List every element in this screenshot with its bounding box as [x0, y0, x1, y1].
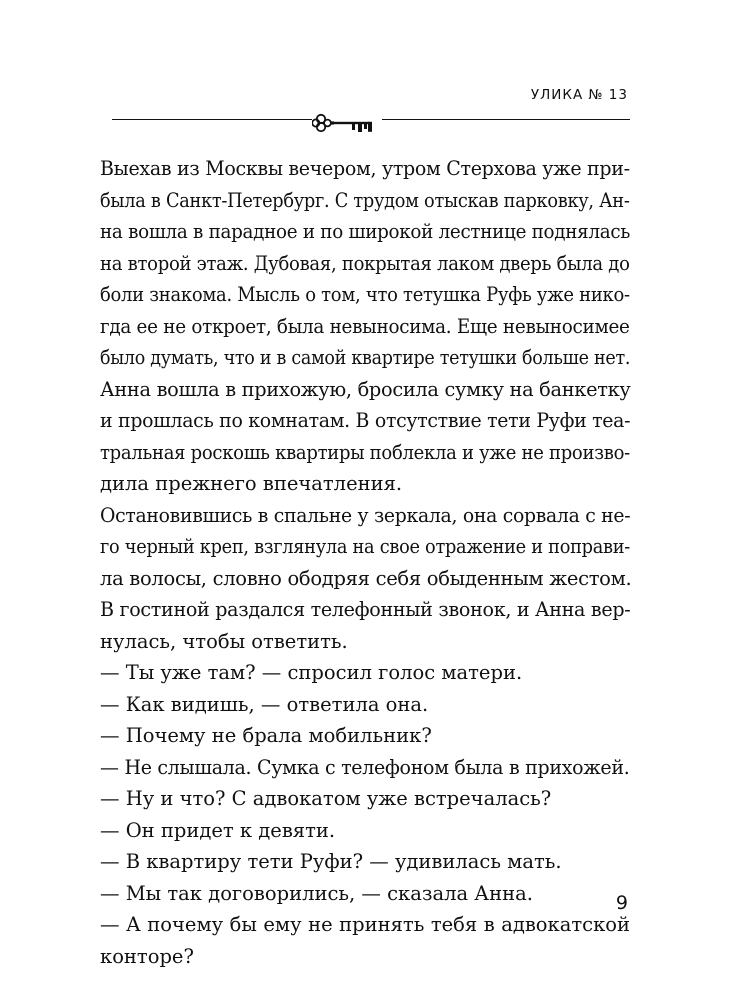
- running-header: УЛИКА № 13: [530, 87, 628, 103]
- text-line: на вошла в парадное и по широкой лестнице поднялась: [100, 220, 631, 243]
- text-line: — Не слышала. Сумка с телефоном была в прихожей.: [100, 755, 630, 779]
- text-line: боли знакома. Мысль о том, что тетушка Руфь уже нико-: [100, 283, 630, 306]
- text-line: тральная роскошь квартиры поблекла и уже не произво-: [100, 440, 630, 464]
- text-line: Остановившись в спальне у зеркала, она сорвала с не-: [100, 503, 631, 527]
- header-rule-right: [382, 119, 630, 120]
- text-line: дила прежнего впечатления.: [100, 472, 403, 495]
- text-line: было думать, что и в самой квартире тетушки больше нет.: [100, 346, 631, 369]
- text-line: и прошлась по комнатам. В отсутствие тети Руфи теа-: [100, 409, 631, 432]
- header-rule-left: [112, 119, 312, 120]
- text-line: В гостиной раздался телефонный звонок, и Анна вер-: [100, 598, 631, 621]
- text-line: гда ее не откроет, была невыносима. Еще невыносимее: [100, 314, 630, 338]
- text-line: — Ты уже там? — спросил голос матери.: [100, 661, 523, 684]
- text-line: конторе?: [100, 944, 194, 968]
- text-line: — Он придет к девяти.: [100, 818, 336, 842]
- text-line: — А почему бы ему не принять тебя в адвокатской: [100, 913, 630, 936]
- page-number: 9: [615, 892, 628, 914]
- text-line: — Почему не брала мобильник?: [100, 724, 432, 747]
- text-line: Анна вошла в прихожую, бросила сумку на банкетку: [100, 377, 631, 401]
- text-line: го черный креп, взглянула на свое отражение и поправи-: [100, 535, 630, 558]
- text-line: — В квартиру тети Руфи? — удивилась мать.: [100, 850, 562, 873]
- text-line: нулась, чтобы ответить.: [100, 629, 348, 653]
- text-line: на второй этаж. Дубовая, покрытая лаком дверь была до: [100, 251, 630, 275]
- key-icon: [312, 110, 384, 136]
- text-line: — Мы так договорились, — сказала Анна.: [100, 881, 533, 905]
- text-line: — Ну и что? С адвокатом уже встречалась?: [100, 787, 552, 810]
- body-text: [100, 153, 630, 972]
- text-line: Выехав из Москвы вечером, утром Стерхова уже при-: [100, 157, 630, 180]
- text-line: — Как видишь, — ответила она.: [100, 692, 429, 716]
- text-line: была в Санкт-Петербург. С трудом отыскав парковку, Ан-: [100, 188, 630, 212]
- text-line: ла волосы, словно ободряя себя обыденным жестом.: [100, 566, 632, 590]
